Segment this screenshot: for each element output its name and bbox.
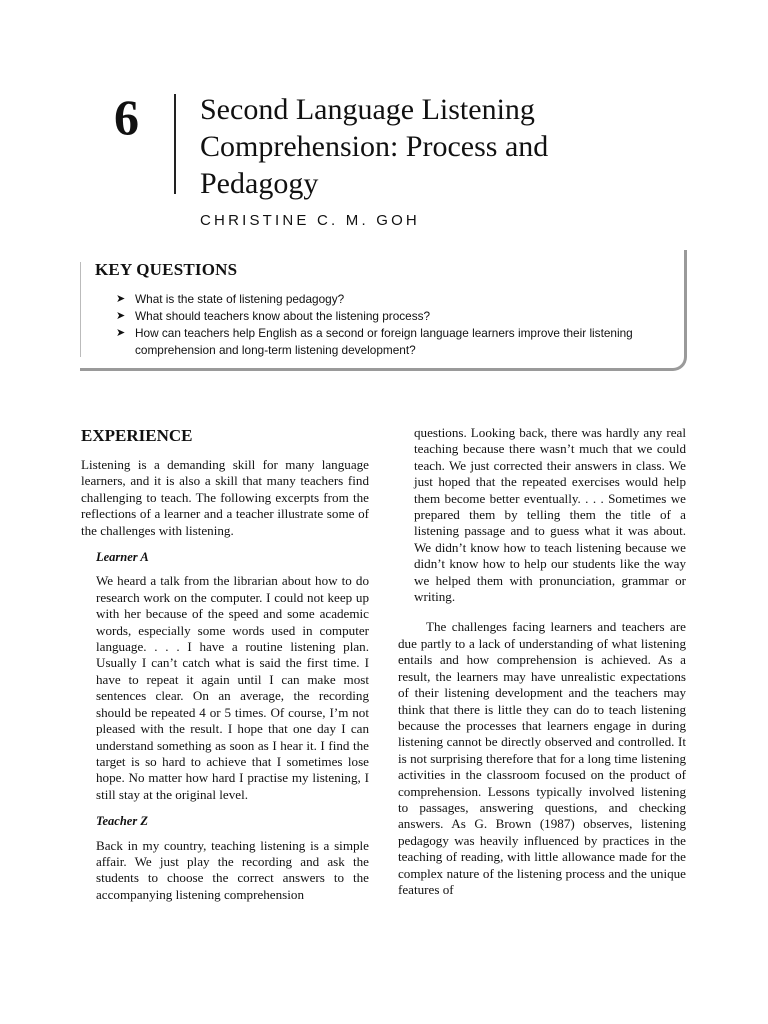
- question-text: How can teachers help English as a second or foreign language learners improve their listening comprehension and long-term listening development?: [135, 326, 633, 357]
- learner-quote: We heard a talk from the librarian about how to do research work on the computer. I could not keep up with her because of the speed and some academic words, especially some words used in computer language. . . . I have a routine listening plan. Usually I can’t catch what is said the first time. I have to repeat it again until I can make most sentences clear. On an average, the recording should be repeated 4 or 5 times. Of course, I’m not pleased with the result. I hope that one day I can understand something as soon as I hear it. I find the target is so hard to achieve that I sometimes lose hope. No matter how hard I practise my listening, I still stay at the original level.: [96, 573, 369, 802]
- arrow-bullet-icon: ➤: [116, 310, 126, 322]
- question-text: What should teachers know about the listening process?: [135, 309, 431, 323]
- teacher-quote-continued: questions. Looking back, there was hardly any real teaching because there wasn’t much that we could teach. We just corrected their answers in class. We just hoped that the repeated exercises would help them become better eventually. . . . Sometimes we prepared them by telling them the title of a listening passage and to guess what it was about. We didn’t know how to teach listening because we didn’t know how to help our students like the way we helped them with pronunciation, grammar or writing.: [414, 425, 686, 605]
- list-item: [116, 325, 676, 359]
- question-text: What is the state of listening pedagogy?: [135, 292, 345, 306]
- chapter-title: [200, 91, 670, 202]
- teacher-label: Teacher Z: [96, 814, 148, 829]
- key-questions-left-edge: [80, 262, 81, 357]
- right-column: [398, 425, 686, 898]
- title-line-3: Pedagogy: [200, 167, 319, 200]
- arrow-bullet-icon: ➤: [116, 327, 126, 339]
- list-item: [116, 308, 676, 325]
- teacher-quote-start: Back in my country, teaching listening is a simple affair. We just play the recording and ask the students to choose the correct answers to the accompanying listening comprehension: [96, 837, 369, 902]
- list-item: [116, 291, 676, 308]
- arrow-bullet-icon: ➤: [116, 293, 126, 305]
- body-paragraph: The challenges facing learners and teachers are due partly to a lack of understanding of what listening entails and how comprehension is achieved. As a result, the learners may have unrealistic expectations of their listening development and the teachers may think that there is little they can do to teach listening because the processes that learners engage in during listening cannot be directly observed and controlled. It is not surprising therefore that for a long time listening activities in the classroom focused on the product of comprehension. Lessons typically involved listening to passages, answering questions, and checking answers. As G. Brown (1987) observes, listening pedagogy was heavily influenced by practices in the teaching of reading, with little allowance made for the complex nature of the listening process and the unique features of: [398, 619, 686, 897]
- chapter-number: 6: [114, 89, 139, 145]
- left-column: [81, 425, 369, 903]
- learner-label: Learner A: [96, 550, 149, 565]
- key-questions-list: [116, 291, 676, 359]
- chapter-divider: [174, 94, 176, 194]
- key-questions-heading: KEY QUESTIONS: [95, 260, 238, 279]
- experience-heading: EXPERIENCE: [81, 426, 193, 445]
- author-name: CHRISTINE C. M. GOH: [200, 212, 420, 229]
- title-line-2: Comprehension: Process and: [200, 130, 549, 163]
- intro-paragraph: Listening is a demanding skill for many language learners, and it is also a skill that many teachers find challenging to teach. The following excerpts from the reflections of a learner and a teacher illustrate some of the challenges with listening.: [81, 457, 369, 538]
- title-line-1: Second Language Listening: [200, 93, 535, 126]
